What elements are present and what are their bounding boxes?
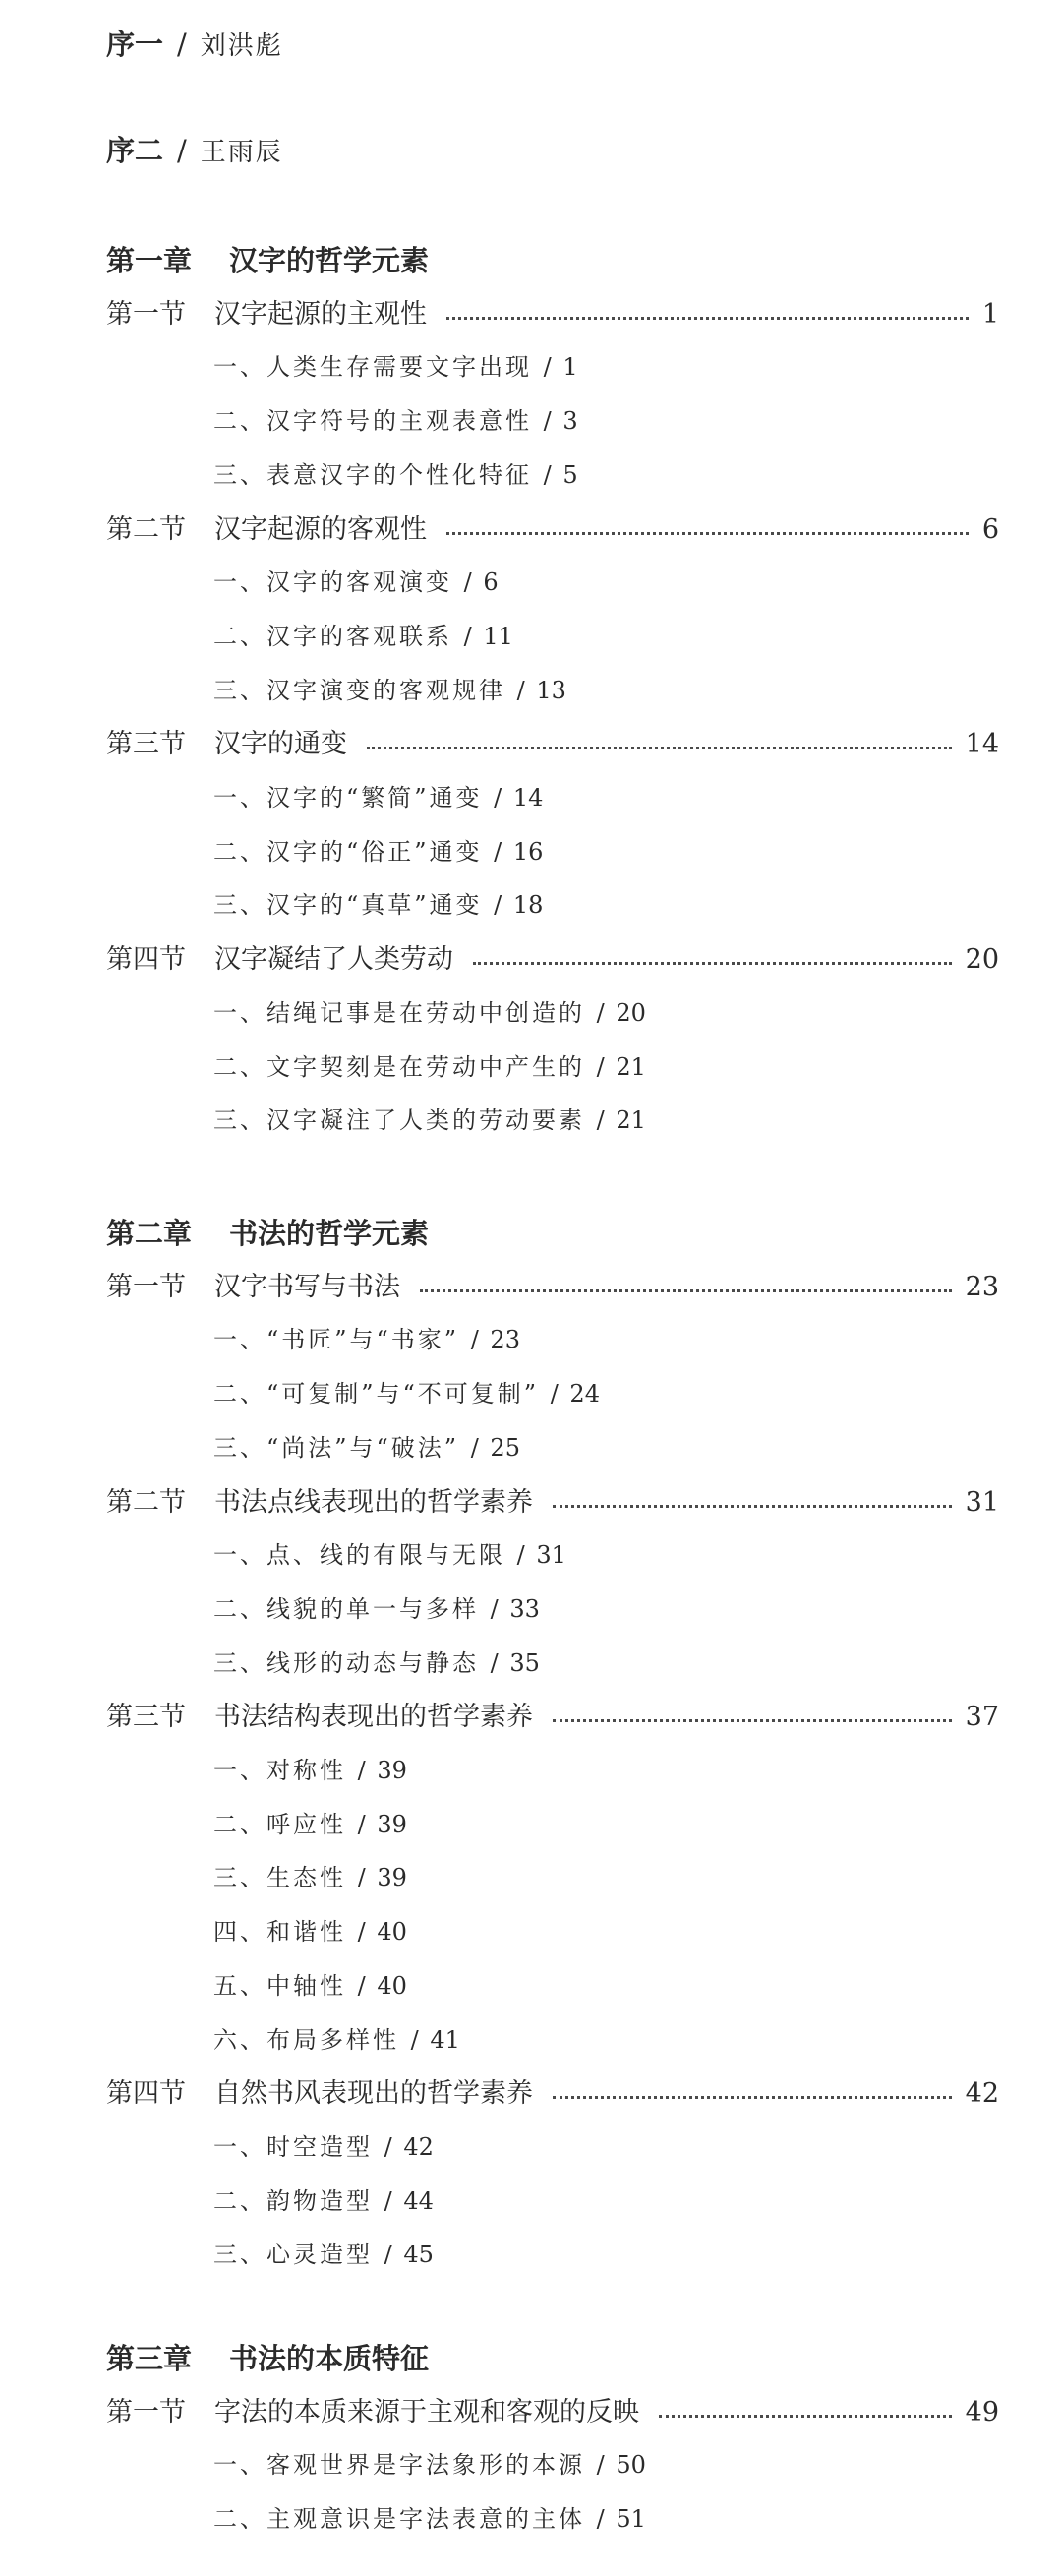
subsection-entry[interactable] xyxy=(213,2446,646,2484)
subsection-title: 二、呼应性 xyxy=(213,1811,346,1838)
section-title: 汉字起源的主观性 xyxy=(214,299,427,329)
preface-entry[interactable] xyxy=(106,131,283,170)
subsection-title: 一、时空造型 xyxy=(213,2133,373,2161)
section-page-number: 49 xyxy=(965,2397,999,2427)
page-separator: / xyxy=(483,1649,506,1677)
subsection-title: 一、“书匠”与“书家” xyxy=(213,1326,460,1353)
subsection-page-number: 39 xyxy=(377,1864,407,1891)
subsection-entry[interactable] xyxy=(213,1859,407,1896)
subsection-title: 三、表意汉字的个性化特征 xyxy=(213,461,532,489)
dot-leader xyxy=(446,317,969,320)
subsection-entry[interactable] xyxy=(213,1913,407,1950)
subsection-title: 二、汉字的“俗正”通变 xyxy=(213,838,483,866)
subsection-entry[interactable] xyxy=(213,2021,460,2059)
subsection-title: 三、生态性 xyxy=(213,1864,346,1891)
chapter-heading[interactable] xyxy=(106,1214,429,1253)
page-separator: / xyxy=(589,999,613,1027)
subsection-entry[interactable] xyxy=(213,2500,646,2538)
section-title: 书法点线表现出的哲学素养 xyxy=(214,1487,533,1518)
subsection-page-number: 11 xyxy=(483,623,513,650)
page-separator: / xyxy=(350,1972,374,2000)
page-separator: / xyxy=(509,677,533,704)
subsection-page-number: 50 xyxy=(616,2451,646,2479)
dot-leader xyxy=(659,2415,952,2418)
subsection-title: 二、线貌的单一与多样 xyxy=(213,1595,479,1623)
subsection-title: 二、文字契刻是在劳动中产生的 xyxy=(213,1053,585,1081)
section-number: 第一节 xyxy=(106,2397,186,2427)
chapter-number: 第三章 xyxy=(106,2342,193,2375)
subsection-title: 二、主观意识是字法表意的主体 xyxy=(213,2505,585,2533)
subsection-page-number: 41 xyxy=(430,2026,460,2054)
subsection-entry[interactable] xyxy=(213,1967,407,2005)
preface-entry[interactable] xyxy=(106,25,283,64)
subsection-entry[interactable] xyxy=(213,1806,407,1843)
subsection-page-number: 39 xyxy=(377,1757,407,1784)
subsection-title: 四、和谐性 xyxy=(213,1918,346,1946)
subsection-title: 一、对称性 xyxy=(213,1757,346,1784)
subsection-title: 二、汉字符号的主观表意性 xyxy=(213,407,532,435)
subsection-entry[interactable] xyxy=(213,1102,646,1139)
subsection-title: 三、汉字演变的客观规律 xyxy=(213,677,505,704)
page-separator: / xyxy=(456,569,480,596)
page-separator: / xyxy=(377,2133,400,2161)
section-number: 第四节 xyxy=(106,944,186,975)
section-title: 字法的本质来源于主观和客观的反映 xyxy=(214,2397,639,2427)
section-title: 书法结构表现出的哲学素养 xyxy=(214,1702,533,1732)
section-page-number: 37 xyxy=(965,1702,999,1732)
section-entry[interactable] xyxy=(106,510,999,550)
subsection-title: 三、心灵造型 xyxy=(213,2241,373,2268)
page-separator: / xyxy=(589,2451,613,2479)
subsection-page-number: 42 xyxy=(403,2133,434,2161)
page-separator: / xyxy=(589,1053,613,1081)
subsection-entry[interactable] xyxy=(213,1429,520,1467)
subsection-page-number: 18 xyxy=(512,891,544,919)
page-separator: / xyxy=(486,784,509,811)
page-separator: / xyxy=(536,407,560,435)
subsection-page-number: 5 xyxy=(562,461,578,489)
page-separator: / xyxy=(543,1380,566,1408)
subsection-page-number: 16 xyxy=(512,838,544,866)
subsection-entry[interactable] xyxy=(213,1645,540,1682)
subsection-entry[interactable] xyxy=(213,994,646,1032)
dot-leader xyxy=(367,747,952,749)
section-page-number: 31 xyxy=(965,1487,999,1518)
preface-separator: / xyxy=(177,28,187,61)
dot-leader xyxy=(446,532,969,535)
preface-author: 刘洪彪 xyxy=(200,31,283,61)
subsection-entry[interactable] xyxy=(213,2128,434,2166)
subsection-title: 二、“可复制”与“不可复制” xyxy=(213,1380,540,1408)
section-title: 汉字起源的客观性 xyxy=(214,514,427,545)
subsection-page-number: 1 xyxy=(562,353,578,381)
subsection-entry[interactable] xyxy=(213,833,543,870)
page-separator: / xyxy=(483,1595,506,1623)
section-number: 第三节 xyxy=(106,729,186,759)
page-separator: / xyxy=(589,2505,613,2533)
page-separator: / xyxy=(350,1757,374,1784)
subsection-page-number: 44 xyxy=(403,2187,434,2215)
section-title: 汉字书写与书法 xyxy=(214,1272,400,1302)
section-entry[interactable] xyxy=(106,1698,999,1737)
subsection-entry[interactable] xyxy=(213,2236,434,2273)
page-separator: / xyxy=(463,1434,487,1462)
chapter-title: 书法的哲学元素 xyxy=(229,1217,430,1250)
chapter-heading[interactable] xyxy=(106,2339,429,2378)
dot-leader xyxy=(420,1289,952,1292)
subsection-title: 一、汉字的客观演变 xyxy=(213,569,452,596)
subsection-page-number: 31 xyxy=(536,1541,566,1569)
page-separator: / xyxy=(536,461,560,489)
subsection-entry[interactable] xyxy=(213,672,566,709)
subsection-page-number: 40 xyxy=(377,1972,407,2000)
subsection-page-number: 14 xyxy=(512,784,544,811)
page-separator: / xyxy=(350,1864,374,1891)
subsection-page-number: 3 xyxy=(562,407,578,435)
preface-title: 序一 xyxy=(106,28,164,61)
subsection-entry[interactable] xyxy=(213,456,578,494)
dot-leader xyxy=(553,1719,952,1722)
subsection-page-number: 51 xyxy=(616,2505,646,2533)
subsection-page-number: 25 xyxy=(490,1434,520,1462)
section-number: 第二节 xyxy=(106,514,186,545)
page-separator: / xyxy=(456,623,480,650)
subsection-entry[interactable] xyxy=(213,1590,540,1628)
section-number: 第一节 xyxy=(106,299,186,329)
subsection-entry[interactable] xyxy=(213,402,578,440)
subsection-title: 五、中轴性 xyxy=(213,1972,346,2000)
subsection-title: 二、韵物造型 xyxy=(213,2187,373,2215)
subsection-title: 一、结绳记事是在劳动中创造的 xyxy=(213,999,585,1027)
section-entry[interactable] xyxy=(106,2393,999,2432)
preface-author: 王雨辰 xyxy=(200,138,283,167)
section-number: 第一节 xyxy=(106,1272,186,1302)
subsection-entry[interactable] xyxy=(213,618,513,655)
chapter-number: 第二章 xyxy=(106,1217,193,1250)
page-separator: / xyxy=(509,1541,533,1569)
subsection-page-number: 23 xyxy=(490,1326,520,1353)
subsection-entry[interactable] xyxy=(213,348,578,386)
subsection-entry[interactable] xyxy=(213,2183,434,2220)
subsection-page-number: 39 xyxy=(377,1811,407,1838)
section-entry[interactable] xyxy=(106,725,999,764)
subsection-title: 一、点、线的有限与无限 xyxy=(213,1541,505,1569)
chapter-heading[interactable] xyxy=(106,241,429,280)
chapter-title: 汉字的哲学元素 xyxy=(229,244,430,277)
subsection-page-number: 20 xyxy=(616,999,646,1027)
subsection-entry[interactable] xyxy=(213,1375,600,1412)
page-separator: / xyxy=(486,838,509,866)
subsection-entry[interactable] xyxy=(213,1536,566,1574)
subsection-title: 一、人类生存需要文字出现 xyxy=(213,353,532,381)
section-page-number: 42 xyxy=(965,2078,999,2109)
page-separator: / xyxy=(486,891,509,919)
subsection-page-number: 6 xyxy=(483,569,499,596)
section-number: 第四节 xyxy=(106,2078,186,2109)
page-separator: / xyxy=(377,2241,400,2268)
dot-leader xyxy=(473,962,952,965)
page-separator: / xyxy=(589,1107,613,1134)
page-separator: / xyxy=(350,1918,374,1946)
subsection-title: 三、汉字凝注了人类的劳动要素 xyxy=(213,1107,585,1134)
section-number: 第三节 xyxy=(106,1702,186,1732)
section-page-number: 1 xyxy=(981,299,999,329)
chapter-number: 第一章 xyxy=(106,244,193,277)
subsection-title: 三、“尚法”与“破法” xyxy=(213,1434,460,1462)
chapter-title: 书法的本质特征 xyxy=(229,2342,430,2375)
subsection-entry[interactable] xyxy=(213,1752,407,1789)
page-separator: / xyxy=(350,1811,374,1838)
page-separator: / xyxy=(377,2187,400,2215)
subsection-title: 三、汉字的“真草”通变 xyxy=(213,891,483,919)
subsection-page-number: 21 xyxy=(616,1107,646,1134)
subsection-entry[interactable] xyxy=(213,1048,646,1086)
section-number: 第二节 xyxy=(106,1487,186,1518)
section-page-number: 23 xyxy=(965,1272,999,1302)
section-page-number: 6 xyxy=(981,514,999,545)
subsection-page-number: 24 xyxy=(569,1380,600,1408)
subsection-title: 一、客观世界是字法象形的本源 xyxy=(213,2451,585,2479)
section-entry[interactable] xyxy=(106,1268,999,1307)
section-entry[interactable] xyxy=(106,940,999,980)
section-page-number: 14 xyxy=(965,729,999,759)
subsection-entry[interactable] xyxy=(213,779,543,816)
page-separator: / xyxy=(403,2026,427,2054)
page-separator: / xyxy=(536,353,560,381)
dot-leader xyxy=(553,1505,952,1508)
subsection-page-number: 13 xyxy=(536,677,566,704)
section-title: 汉字凝结了人类劳动 xyxy=(214,944,453,975)
section-title: 汉字的通变 xyxy=(214,729,347,759)
dot-leader xyxy=(553,2096,952,2099)
subsection-title: 六、布局多样性 xyxy=(213,2026,399,2054)
section-entry[interactable] xyxy=(106,1483,999,1523)
subsection-entry[interactable] xyxy=(213,1321,520,1358)
subsection-title: 二、汉字的客观联系 xyxy=(213,623,452,650)
subsection-entry[interactable] xyxy=(213,886,543,924)
subsection-title: 三、线形的动态与静态 xyxy=(213,1649,479,1677)
section-entry[interactable] xyxy=(106,295,999,334)
subsection-page-number: 33 xyxy=(509,1595,540,1623)
page-separator: / xyxy=(463,1326,487,1353)
preface-title: 序二 xyxy=(106,134,164,167)
subsection-title: 一、汉字的“繁简”通变 xyxy=(213,784,483,811)
subsection-page-number: 40 xyxy=(377,1918,407,1946)
section-page-number: 20 xyxy=(965,944,999,975)
subsection-entry[interactable] xyxy=(213,564,499,601)
subsection-page-number: 35 xyxy=(509,1649,540,1677)
subsection-page-number: 21 xyxy=(616,1053,646,1081)
section-entry[interactable] xyxy=(106,2074,999,2114)
section-title: 自然书风表现出的哲学素养 xyxy=(214,2078,533,2109)
preface-separator: / xyxy=(177,134,187,167)
subsection-page-number: 45 xyxy=(403,2241,434,2268)
